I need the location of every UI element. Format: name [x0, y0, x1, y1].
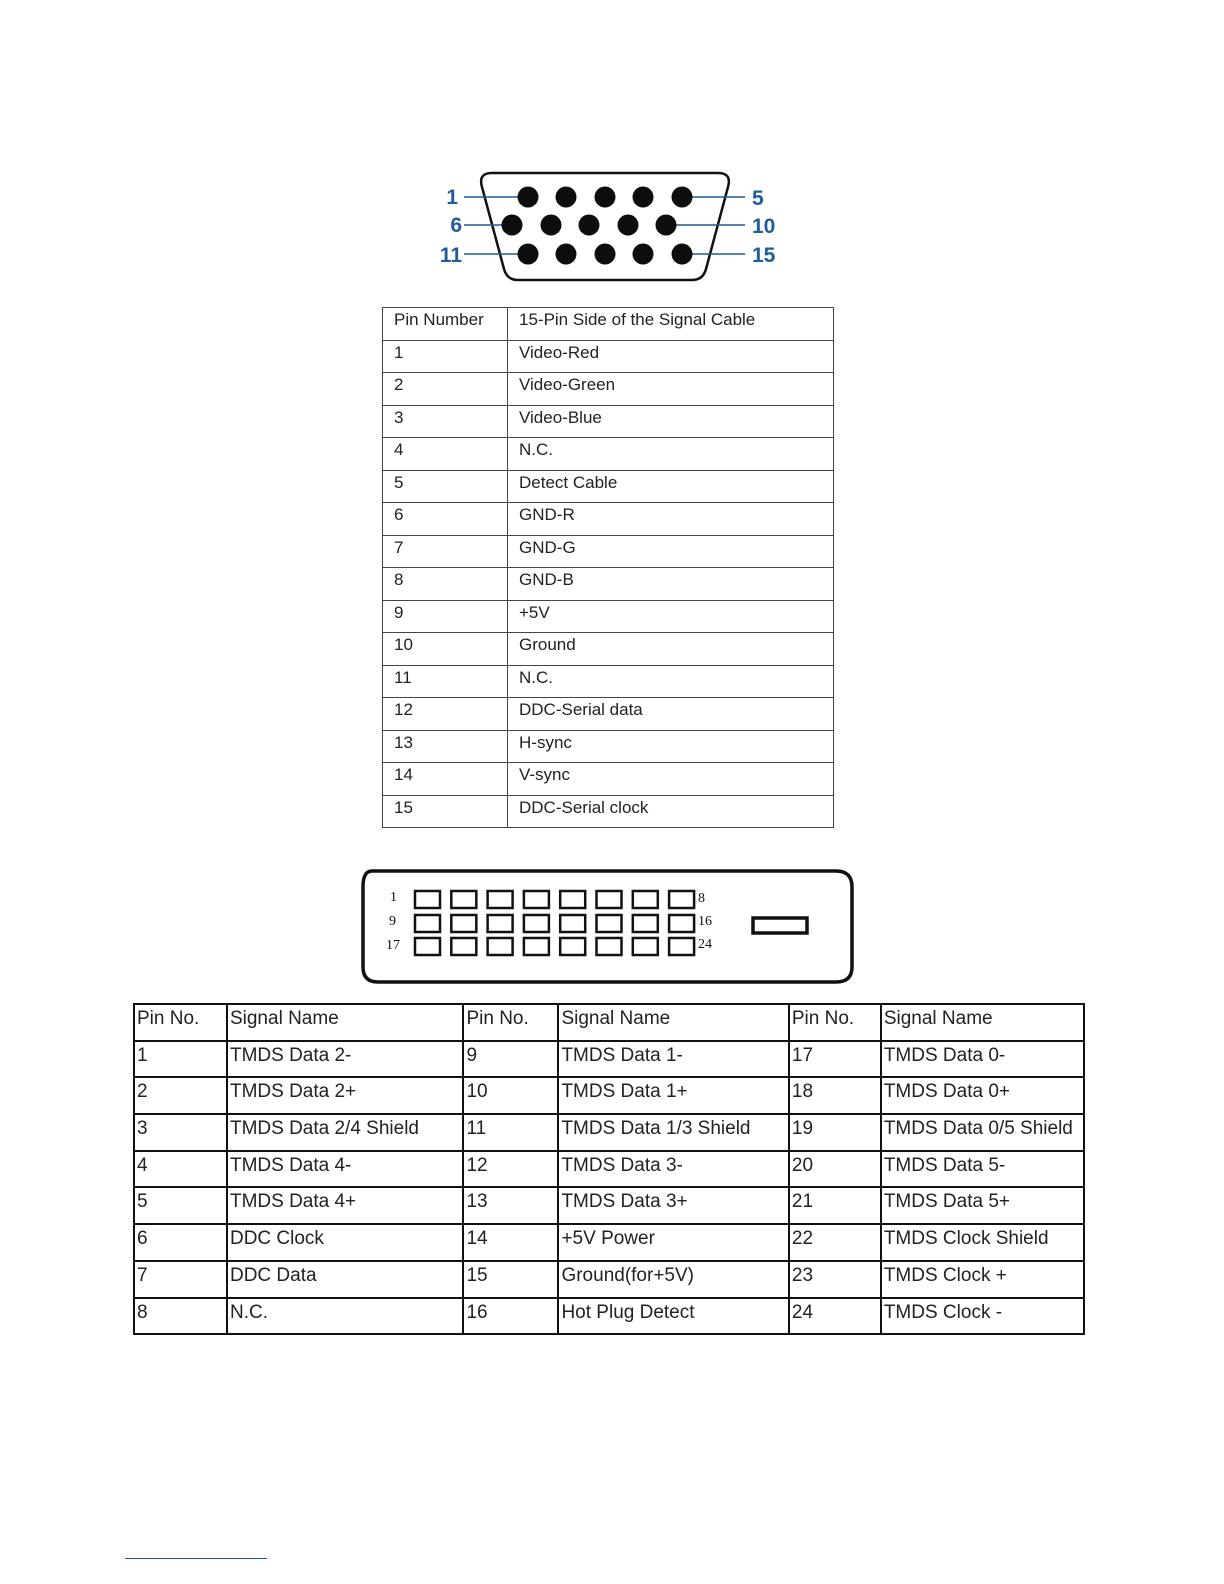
signal-name-cell: TMDS Data 4-	[227, 1151, 463, 1188]
signal-name-cell: TMDS Data 4+	[227, 1187, 463, 1224]
pin-number-cell: 11	[383, 665, 508, 698]
dvi-pin-15	[633, 915, 658, 932]
dvi-pin-label-16: 16	[698, 914, 712, 929]
dvi-pin-21	[560, 938, 585, 955]
signal-name-cell: TMDS Data 2/4 Shield	[227, 1114, 463, 1151]
table-row	[134, 1041, 1084, 1078]
dvi-pin-9	[415, 915, 440, 932]
pin-number-cell: 11	[463, 1114, 558, 1151]
dvi-table-header-row	[134, 1004, 1084, 1041]
dvi-header-pin-no: Pin No.	[463, 1004, 558, 1041]
pin-number-cell: 3	[134, 1114, 227, 1151]
pin-number-cell: 24	[789, 1298, 881, 1335]
pin-number-cell: 9	[383, 600, 508, 633]
signal-cell: H-sync	[508, 730, 834, 763]
footnote-separator	[125, 1558, 267, 1559]
vga-pin-12	[556, 244, 577, 265]
vga-pin-15	[672, 244, 693, 265]
table-row	[383, 795, 834, 828]
pin-number-cell: 17	[789, 1041, 881, 1078]
signal-cell: Video-Red	[508, 340, 834, 373]
signal-name-cell: DDC Data	[227, 1261, 463, 1298]
table-row	[134, 1224, 1084, 1261]
dvi-pin-14	[597, 915, 622, 932]
pin-number-cell: 15	[463, 1261, 558, 1298]
pin-number-cell: 19	[789, 1114, 881, 1151]
signal-name-cell: TMDS Clock -	[881, 1298, 1084, 1335]
signal-cell: DDC-Serial data	[508, 698, 834, 731]
vga-pin-13	[595, 244, 616, 265]
dvi-header-pin-no: Pin No.	[789, 1004, 881, 1041]
signal-name-cell: TMDS Data 3-	[558, 1151, 788, 1188]
dvi-header-signal-name: Signal Name	[881, 1004, 1084, 1041]
signal-cell: GND-B	[508, 568, 834, 601]
signal-cell: Video-Green	[508, 373, 834, 406]
table-row	[383, 698, 834, 731]
dvi-pin-label-1: 1	[390, 890, 397, 905]
pin-number-cell: 20	[789, 1151, 881, 1188]
signal-name-cell: Hot Plug Detect	[558, 1298, 788, 1335]
vga-pin-label-1: 1	[446, 186, 458, 209]
pin-number-cell: 6	[134, 1224, 227, 1261]
pin-number-cell: 13	[463, 1187, 558, 1224]
pin-number-cell: 8	[383, 568, 508, 601]
vga-pin-2	[556, 187, 577, 208]
signal-name-cell: Ground(for+5V)	[558, 1261, 788, 1298]
pin-number-cell: 13	[383, 730, 508, 763]
vga-header-signal: 15-Pin Side of the Signal Cable	[508, 308, 834, 341]
vga-pin-label-5: 5	[752, 187, 764, 210]
dvi-pin-label-24: 24	[698, 937, 712, 952]
pin-number-cell: 4	[134, 1151, 227, 1188]
signal-name-cell: DDC Clock	[227, 1224, 463, 1261]
table-row	[383, 568, 834, 601]
pin-number-cell: 6	[383, 503, 508, 536]
signal-name-cell: +5V Power	[558, 1224, 788, 1261]
pin-number-cell: 12	[383, 698, 508, 731]
table-row	[383, 600, 834, 633]
table-row	[383, 730, 834, 763]
vga-pin-9	[618, 215, 639, 236]
table-row	[383, 405, 834, 438]
pin-number-cell: 18	[789, 1077, 881, 1114]
dvi-pin-table	[133, 1003, 1085, 1335]
vga-pin-3	[595, 187, 616, 208]
dvi-pin-20	[524, 938, 549, 955]
dvi-header-pin-no: Pin No.	[134, 1004, 227, 1041]
dvi-pin-8	[669, 891, 694, 908]
table-row	[134, 1261, 1084, 1298]
signal-name-cell: TMDS Data 0/5 Shield	[881, 1114, 1084, 1151]
vga-header-pin-number: Pin Number	[383, 308, 508, 341]
table-row	[383, 438, 834, 471]
vga-table-header-row	[383, 308, 834, 341]
vga-pin-1	[518, 187, 539, 208]
signal-name-cell: TMDS Data 5-	[881, 1151, 1084, 1188]
dvi-key-slot	[753, 918, 807, 933]
pin-number-cell: 2	[383, 373, 508, 406]
signal-cell: N.C.	[508, 438, 834, 471]
dvi-pin-22	[597, 938, 622, 955]
signal-name-cell: TMDS Data 1+	[558, 1077, 788, 1114]
pin-number-cell: 12	[463, 1151, 558, 1188]
pin-number-cell: 1	[134, 1041, 227, 1078]
vga-pin-6	[502, 215, 523, 236]
dvi-header-signal-name: Signal Name	[558, 1004, 788, 1041]
signal-cell: Video-Blue	[508, 405, 834, 438]
dvi-pin-19	[488, 938, 513, 955]
pin-number-cell: 15	[383, 795, 508, 828]
pin-number-cell: 14	[383, 763, 508, 796]
dvi-pin-16	[669, 915, 694, 932]
vga-pin-8	[579, 215, 600, 236]
vga-pin-10	[656, 215, 677, 236]
table-row	[134, 1298, 1084, 1335]
signal-name-cell: N.C.	[227, 1298, 463, 1335]
dvi-pin-12	[524, 915, 549, 932]
dvi-pin-24	[669, 938, 694, 955]
pin-number-cell: 16	[463, 1298, 558, 1335]
vga-pin-label-15: 15	[752, 244, 776, 267]
pin-number-cell: 10	[383, 633, 508, 666]
dvi-pin-6	[597, 891, 622, 908]
pin-number-cell: 23	[789, 1261, 881, 1298]
pin-number-cell: 9	[463, 1041, 558, 1078]
pin-number-cell: 7	[383, 535, 508, 568]
pin-number-cell: 4	[383, 438, 508, 471]
dvi-pin-label-17: 17	[386, 938, 400, 953]
dvi-pin-7	[633, 891, 658, 908]
signal-name-cell: TMDS Clock +	[881, 1261, 1084, 1298]
signal-cell: N.C.	[508, 665, 834, 698]
table-row	[383, 633, 834, 666]
signal-cell: V-sync	[508, 763, 834, 796]
vga-pin-label-10: 10	[752, 215, 776, 238]
dvi-pin-label-8: 8	[698, 891, 705, 906]
table-row	[383, 665, 834, 698]
signal-name-cell: TMDS Data 0+	[881, 1077, 1084, 1114]
signal-name-cell: TMDS Data 0-	[881, 1041, 1084, 1078]
vga-pin-7	[541, 215, 562, 236]
pin-number-cell: 2	[134, 1077, 227, 1114]
table-row	[383, 535, 834, 568]
signal-name-cell: TMDS Data 3+	[558, 1187, 788, 1224]
dvi-pin-1	[415, 891, 440, 908]
vga-pin-label-11: 11	[439, 244, 462, 267]
pin-number-cell: 3	[383, 405, 508, 438]
signal-cell: +5V	[508, 600, 834, 633]
table-row	[134, 1187, 1084, 1224]
dvi-pin-13	[560, 915, 585, 932]
signal-name-cell: TMDS Data 5+	[881, 1187, 1084, 1224]
pin-number-cell: 21	[789, 1187, 881, 1224]
dvi-pin-5	[560, 891, 585, 908]
vga-connector-diagram	[420, 165, 800, 290]
pin-number-cell: 8	[134, 1298, 227, 1335]
pin-number-cell: 1	[383, 340, 508, 373]
signal-cell: Detect Cable	[508, 470, 834, 503]
signal-name-cell: TMDS Data 2-	[227, 1041, 463, 1078]
dvi-pin-3	[488, 891, 513, 908]
signal-name-cell: TMDS Data 1-	[558, 1041, 788, 1078]
table-row	[383, 470, 834, 503]
vga-pin-5	[672, 187, 693, 208]
pin-number-cell: 10	[463, 1077, 558, 1114]
signal-cell: GND-R	[508, 503, 834, 536]
pin-number-cell: 7	[134, 1261, 227, 1298]
dvi-pin-4	[524, 891, 549, 908]
dvi-pin-23	[633, 938, 658, 955]
dvi-pin-17	[415, 938, 440, 955]
signal-name-cell: TMDS Clock Shield	[881, 1224, 1084, 1261]
table-row	[134, 1077, 1084, 1114]
vga-pin-4	[633, 187, 654, 208]
signal-name-cell: TMDS Data 1/3 Shield	[558, 1114, 788, 1151]
table-row	[383, 503, 834, 536]
dvi-connector-diagram	[358, 866, 856, 986]
dvi-header-signal-name: Signal Name	[227, 1004, 463, 1041]
signal-cell: GND-G	[508, 535, 834, 568]
pin-number-cell: 5	[383, 470, 508, 503]
table-row	[383, 340, 834, 373]
pin-number-cell: 5	[134, 1187, 227, 1224]
dvi-pin-10	[451, 915, 476, 932]
table-row	[134, 1151, 1084, 1188]
dvi-pin-2	[451, 891, 476, 908]
pin-number-cell: 14	[463, 1224, 558, 1261]
vga-pin-14	[633, 244, 654, 265]
dvi-pin-18	[451, 938, 476, 955]
signal-cell: DDC-Serial clock	[508, 795, 834, 828]
table-row	[134, 1114, 1084, 1151]
table-row	[383, 763, 834, 796]
vga-pin-11	[518, 244, 539, 265]
dvi-pin-11	[488, 915, 513, 932]
vga-pin-label-6: 6	[450, 214, 462, 237]
pin-number-cell: 22	[789, 1224, 881, 1261]
table-row	[383, 373, 834, 406]
dvi-pin-label-9: 9	[389, 914, 396, 929]
signal-cell: Ground	[508, 633, 834, 666]
vga-pin-table	[382, 307, 834, 828]
signal-name-cell: TMDS Data 2+	[227, 1077, 463, 1114]
